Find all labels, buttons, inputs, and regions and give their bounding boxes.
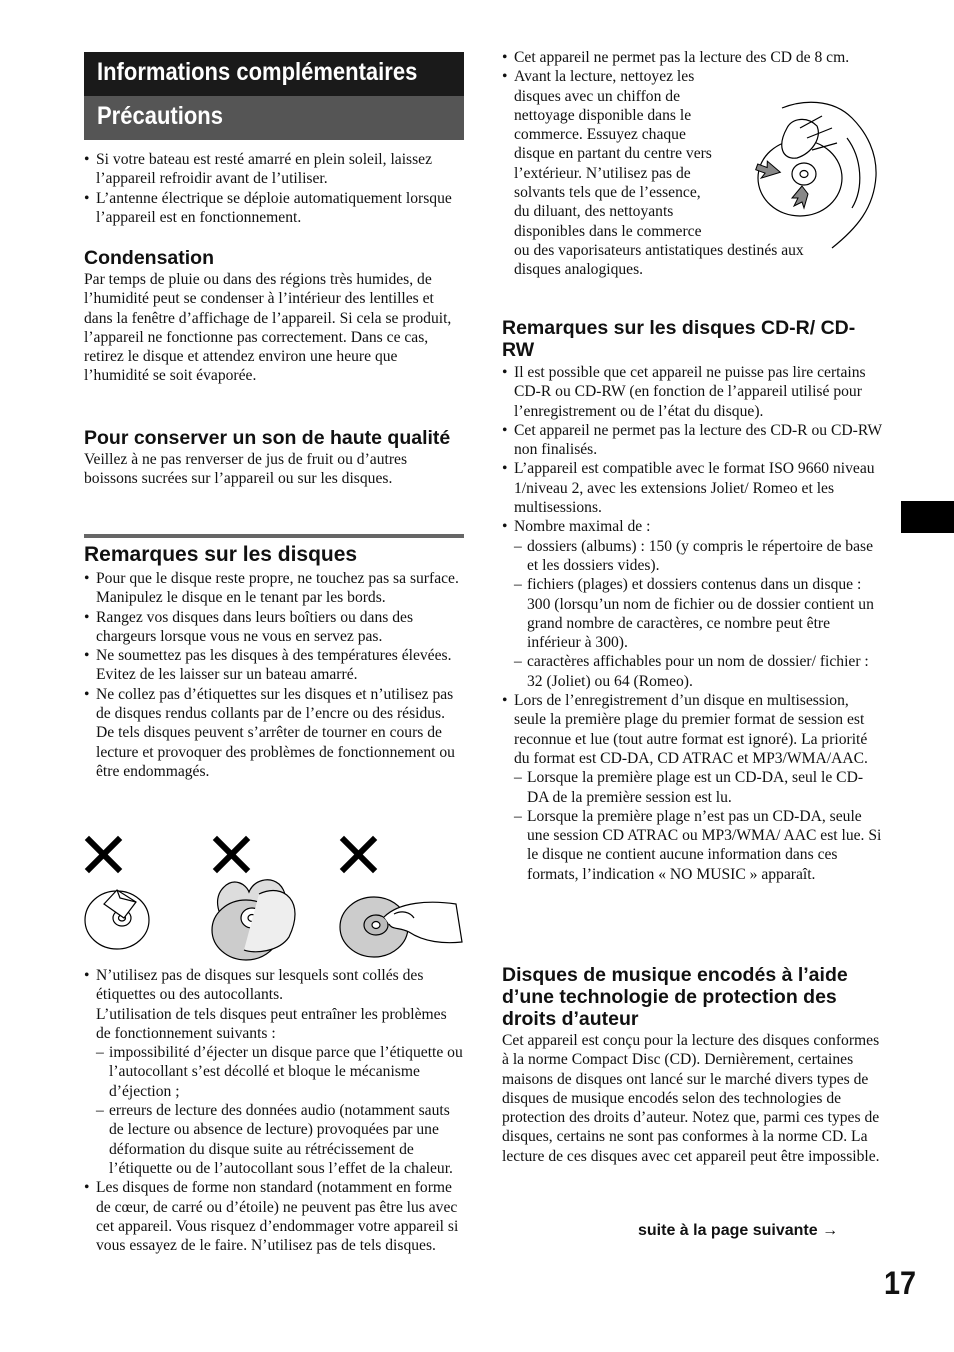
disc-icon	[340, 897, 462, 957]
clean-line: solvants tels que de l’essence,	[514, 184, 701, 202]
list-item: • Cet appareil ne permet pas la lecture des CD-R ou CD-RW non finalisés.	[502, 421, 882, 460]
discs-section	[84, 543, 464, 781]
list-item	[502, 517, 882, 691]
list-item: – Lorsque la première plage est un CD-DA, seul le CD-DA de la première session est lu.	[514, 768, 882, 807]
cdr-list	[502, 363, 882, 884]
disc-icon	[212, 880, 295, 960]
page-number: 17	[884, 1265, 917, 1301]
section-title-bar	[84, 52, 464, 96]
labels-bullet: N’utilisez pas de disques sur lesquels sont collés des étiquettes ou des autocollants.	[96, 967, 424, 1004]
list-item	[84, 966, 464, 1178]
clean-line: l’extérieur. N’utilisez pas de	[514, 164, 691, 182]
copyright-text: Cet appareil est conçu pour la lecture des disques conformes à la norme Compact Disc (CD). Dernièrement, certaines maisons de disques ont lancé sur le marché divers types de disques de musique encodés selon des technologies de protection des droits d’auteur. Notez que, parmi ces types de disques, certains ne sont pas conformes à la norme CD. La lecture de ces disques avec cet appareil peut être impossible.	[502, 1032, 880, 1165]
copyright-heading: Disques de musique encodés à l’aide d’une technologie de protection des droits d’auteur	[502, 964, 848, 1030]
multi-dash-list	[514, 768, 882, 884]
labels-dash-list	[96, 1043, 464, 1178]
list-item: – fichiers (plages) et dossiers contenus dans un disque : 300 (lorsqu’un nom de fichier ou de dossier contient un grand nombre de caractères, ce nombre peut être inférieur à 300).	[514, 575, 882, 652]
intro-list	[84, 150, 464, 227]
clean-line: ou des vaporisateurs antistatiques destinés aux	[514, 241, 804, 259]
clean-line: commerce. Essuyez chaque	[514, 126, 686, 144]
condensation-heading: Condensation	[84, 247, 214, 269]
clean-line: nettoyage disponible dans le	[514, 106, 692, 124]
list-item: • Les disques de forme non standard (notamment en forme de cœur, de carré ou d’étoile) ne peuvent pas être lus avec cet appareil. Vous risquez d’endommager votre appareil si vous essayez de le faire. N’utilisez pas de tels disques.	[84, 1178, 464, 1255]
condensation-text: Par temps de pluie ou dans des régions très humides, de l’humidité peut se condenser à l’intérieur des lentilles et dans la fenêtre d’affichage de l’appareil. Si cela se produit, l’appareil ne fonctionne pas correctement. Dans ce cas, retirez le disque et attendez environ une heure que l’humidité se soit évaporée.	[84, 271, 452, 385]
cdr-heading: Remarques sur les disques CD-R/ CD-RW	[502, 317, 856, 361]
sound-section	[84, 427, 464, 489]
labels-section	[84, 966, 464, 1255]
list-item: – caractères affichables pour un nom de dossier/ fichier : 32 (Joliet) ou 64 (Romeo).	[514, 652, 882, 691]
list-item: • Pour que le disque reste propre, ne touchez pas sa surface. Manipulez le disque en le tenant par les bords.	[84, 569, 464, 608]
list-item: • Il est possible que cet appareil ne puisse pas lire certains CD-R ou CD-RW (en fonction de l’appareil utilisé pour l’enregistrement ou de l’état du disque).	[502, 363, 882, 421]
list-item: – dossiers (albums) : 150 (y compris le répertoire de base et les dossiers vides).	[514, 537, 882, 576]
sound-text: Veillez à ne pas renverser de jus de fruit ou d’autres boissons sucrées sur l’appareil ou sur les disques.	[84, 451, 408, 488]
multi-bullet: Lors de l’enregistrement d’un disque en multisession, seule la première plage du premier format de session est reconnue et lue (tout autre format est ignoré). La priorité du format est CD-DA, CD ATRAC et MP3/WMA/AAC.	[514, 692, 868, 767]
disc-icon	[85, 890, 149, 949]
discs-heading: Remarques sur les disques	[84, 543, 358, 566]
list-item: • Si votre bateau est resté amarré en plein soleil, laissez l’appareil refroidir avant de l’utiliser.	[84, 150, 464, 189]
labels-text: L’utilisation de tels disques peut entraîner les problèmes de fonctionnement suivants :	[96, 1005, 447, 1042]
clean-line: disque en partant du centre vers	[514, 145, 712, 163]
labels-list	[84, 966, 464, 1255]
intro-list-block	[84, 150, 464, 227]
clean-line: disques analogiques.	[514, 261, 644, 279]
list-item: • Cet appareil ne permet pas la lecture des CD de 8 cm.	[502, 48, 882, 67]
section-thumb-tab	[901, 501, 954, 533]
subsection-title: Précautions	[97, 102, 223, 130]
subsection-title-bar	[84, 96, 464, 140]
cdr-section	[502, 317, 882, 884]
list-item: • L’appareil est compatible avec le format ISO 9660 niveau 1/niveau 2, avec les extensions Joliet/ Romeo et les multisessions.	[502, 459, 882, 517]
list-item: – Lorsque la première plage n’est pas un CD-DA, seule une session CD ATRAC ou MP3/WMA/ AAC est lue. Si le disque ne contient aucune information dans ces formats, l’indication « NO MUSIC » apparaît.	[514, 807, 882, 884]
list-item: • Ne soumettez pas les disques à des températures élevées. Evitez de les laisser sur un bateau amarré.	[84, 646, 464, 685]
continued-note: suite à la page suivante →	[638, 1222, 839, 1239]
list-item: • L’antenne électrique se déploie automatiquement lorsque l’appareil est en fonctionnement.	[84, 189, 464, 228]
list-item	[502, 691, 882, 884]
x-mark-icon	[89, 840, 118, 869]
list-item: • Rangez vos disques dans leurs boîtiers ou dans des chargeurs lorsque vous ne vous en servez pas.	[84, 608, 464, 647]
clean-line: du diluant, des nettoyants	[514, 203, 674, 221]
section-divider	[84, 534, 464, 538]
disc-handling-illustration	[84, 832, 464, 964]
disc-cleaning-illustration	[752, 98, 884, 250]
list-item: – erreurs de lecture des données audio (notamment sauts de lecture ou absence de lecture) provoquées par une déformation du disque suite au rétrécissement de l’étiquette ou de l’autocollant sous l’effet de la chaleur.	[96, 1101, 464, 1178]
max-bullet: Nombre maximal de :	[514, 518, 651, 536]
condensation-section	[84, 247, 464, 386]
discs-list	[84, 569, 464, 781]
max-dash-list	[514, 537, 882, 691]
clean-line: disques avec un chiffon de	[514, 87, 680, 105]
sound-heading: Pour conserver un son de haute qualité	[84, 427, 451, 449]
x-mark-icon	[217, 840, 246, 869]
list-item: – impossibilité d’éjecter un disque parce que l’étiquette ou l’autocollant s’est décollé et bloque le mécanisme d’éjection ;	[96, 1043, 464, 1101]
copyright-section	[502, 964, 882, 1166]
clean-line: Avant la lecture, nettoyez les	[514, 68, 695, 86]
clean-line: disponibles dans le commerce	[514, 222, 702, 240]
list-item: • Ne collez pas d’étiquettes sur les disques et n’utilisez pas de disques rendus collants par de l’encre ou des résidus. De tels disques peuvent s’arrêter de tourner en cours de lecture et provoquer des problèmes de fonctionnement ou être endommagés.	[84, 685, 464, 781]
section-title: Informations complémentaires	[97, 58, 418, 86]
x-mark-icon	[344, 840, 373, 869]
